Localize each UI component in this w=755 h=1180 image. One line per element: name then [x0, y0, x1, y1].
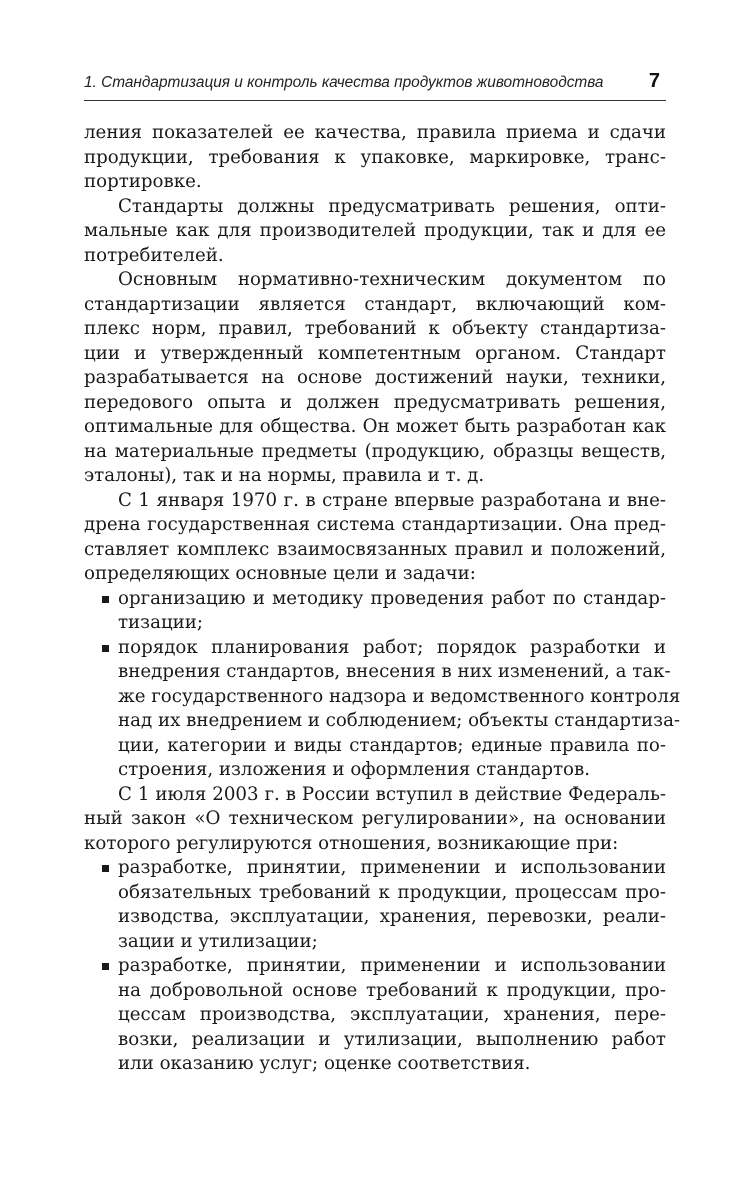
line-text: же государственного надзора и ведомственного контроля — [118, 685, 681, 707]
line-text: ления показателей ее качества, правила приема и сдачи — [84, 122, 666, 143]
text-line — [84, 709, 681, 734]
text-line — [84, 685, 681, 710]
text-line — [84, 244, 666, 269]
line-text: которого регулируются отношения, возникающие при: — [84, 832, 619, 854]
line-text: продукции, требования к упаковке, маркировке, транс- — [84, 146, 666, 168]
text-line — [84, 930, 666, 955]
text-line — [84, 195, 666, 220]
line-text: зации и утилизации; — [118, 930, 318, 952]
line-text: ный закон «О техническом регулировании», на основании — [84, 808, 666, 829]
line-text: стандартизации является стандарт, включающий ком- — [84, 293, 666, 315]
text-line — [84, 391, 666, 416]
text-line — [84, 366, 666, 391]
line-text: строения, изложения и оформления стандартов. — [118, 759, 590, 780]
text-line — [84, 170, 666, 195]
text-line — [84, 342, 666, 367]
line-text: оптимальные для общества. Он может быть разработан как — [84, 416, 666, 437]
text-line — [84, 293, 666, 318]
line-text: разработке, принятии, применении и использовании — [118, 857, 666, 878]
bullet-list-item-line — [84, 587, 666, 612]
square-bullet-icon — [102, 596, 109, 603]
header-rule — [84, 100, 666, 101]
running-header — [84, 72, 666, 98]
text-line — [84, 146, 666, 171]
line-text: на добровольной основе требований к продукции, про- — [118, 979, 666, 1001]
text-line — [84, 783, 666, 808]
line-text: портировке. — [84, 171, 202, 192]
text-line — [84, 464, 666, 489]
text-line — [84, 1028, 666, 1053]
text-line — [84, 121, 666, 146]
text-line — [84, 317, 666, 342]
line-text: разрабатывается на основе достижений науки, техники, — [84, 367, 666, 388]
chapter-title: 1. Стандартизация и контроль качества продуктов животноводства — [84, 74, 604, 91]
line-text: цессам производства, эксплуатации, хранения, пере- — [118, 1004, 666, 1025]
line-text: порядок планирования работ; порядок разработки и — [118, 636, 666, 658]
text-line — [84, 979, 666, 1004]
text-line — [84, 611, 666, 636]
line-text: над их внедрением и соблюдением; объекты стандартиза- — [118, 710, 681, 731]
text-line — [84, 1052, 666, 1077]
line-text: определяющих основные цели и задачи: — [84, 563, 476, 584]
line-text: организацию и методику проведения работ по стандар- — [118, 587, 666, 609]
text-line — [84, 832, 666, 857]
line-text: мальные как для производителей продукции, так и для ее — [84, 220, 666, 241]
line-text: возки, реализации и утилизации, выполнению работ — [118, 1028, 666, 1050]
line-text: обязательных требований к продукции, процессам про- — [118, 881, 666, 903]
text-line — [84, 758, 666, 783]
line-text: потребителей. — [84, 244, 224, 266]
bullet-list-item-line — [84, 636, 666, 661]
line-text: разработке, принятии, применении и использовании — [118, 955, 666, 976]
line-text: С 1 июля 2003 г. в России вступил в действие Федераль- — [118, 783, 666, 805]
text-line — [84, 562, 666, 587]
text-line — [84, 660, 671, 685]
line-text: внедрения стандартов, внесения в них изменений, а так- — [118, 661, 671, 682]
text-line — [84, 538, 666, 563]
text-line — [84, 440, 666, 465]
line-text: ставляет комплекс взаимосвязанных правил и положений, — [84, 538, 666, 560]
square-bullet-icon — [102, 645, 109, 652]
line-text: или оказанию услуг; оценке соответствия. — [118, 1053, 531, 1074]
body-text — [84, 121, 681, 1077]
line-text: ции, категории и виды стандартов; единые правила по- — [118, 734, 666, 756]
line-text: плекс норм, правил, требований к объекту стандартиза- — [84, 318, 666, 339]
text-line — [84, 905, 666, 930]
text-line — [84, 415, 666, 440]
text-line — [84, 734, 666, 759]
line-text: С 1 января 1970 г. в стране впервые разработана и вне- — [118, 489, 666, 511]
text-line — [84, 513, 666, 538]
text-line — [84, 268, 666, 293]
line-text: дрена государственная система стандартизации. Она пред- — [84, 514, 666, 535]
square-bullet-icon — [102, 865, 109, 872]
text-line — [84, 881, 666, 906]
text-line — [84, 219, 666, 244]
page-number: 7 — [648, 70, 660, 92]
line-text: тизации; — [118, 612, 204, 633]
line-text: ции и утвержденный компетентным органом. Стандарт — [84, 342, 666, 364]
square-bullet-icon — [102, 963, 109, 970]
line-text: эталоны), так и на нормы, правила и т. д. — [84, 465, 485, 486]
bullet-list-item-line — [84, 856, 666, 881]
line-text: Стандарты должны предусматривать решения, опти- — [118, 195, 666, 217]
line-text: изводства, эксплуатации, хранения, перевозки, реали- — [118, 906, 666, 927]
line-text: Основным нормативно-техническим документом по — [118, 269, 666, 290]
line-text: передового опыта и должен предусматривать решения, — [84, 391, 666, 413]
text-line — [84, 489, 666, 514]
text-line — [84, 807, 666, 832]
line-text: на материальные предметы (продукцию, образцы веществ, — [84, 440, 666, 462]
bullet-list-item-line — [84, 954, 666, 979]
text-line — [84, 1003, 666, 1028]
